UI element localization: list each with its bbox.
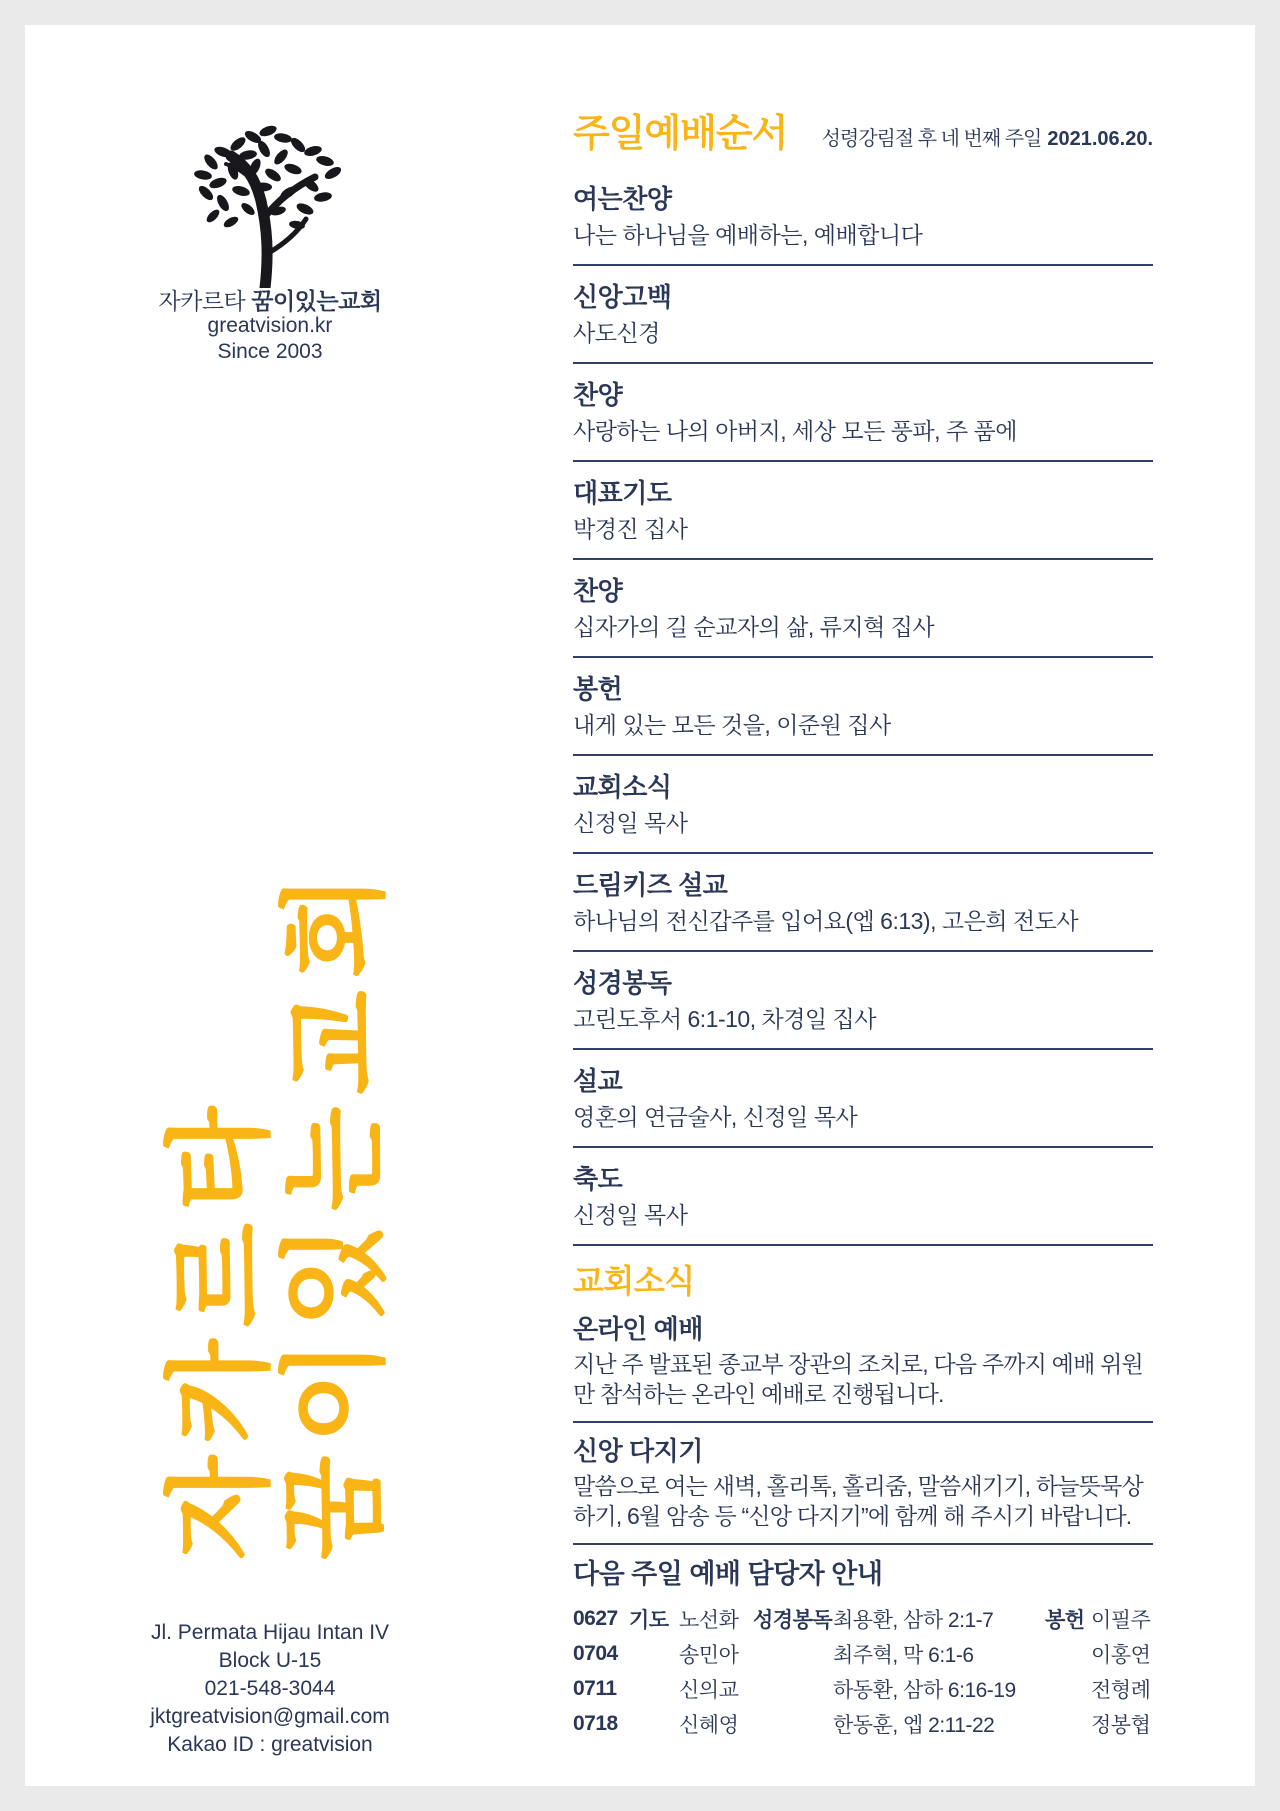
worship-order-column [573,110,1153,1741]
vertical-banner-line1: 자카르타 [159,1094,280,1560]
schedule-row [573,1706,1153,1741]
worship-item-title: 봉헌 [573,674,623,704]
contact-kakao-id: Kakao ID : greatvision [167,1733,373,1756]
news-item-title: 신앙 다지기 [573,1436,703,1466]
worship-item-desc: 나는 하나님을 예배하는, 예배합니다 [573,222,923,248]
worship-item-praise-1 [573,379,1153,462]
vertical-banner-line2: 꿈이있는교회 [274,862,395,1560]
worship-item-desc: 십자가의 길 순교자의 삶, 류지혁 집사 [573,614,935,640]
worship-item-title: 대표기도 [573,478,672,508]
reading-person: 최주혁, 막 6:1-6 [833,1643,974,1667]
worship-item-benediction [573,1163,1153,1246]
worship-item-sermon [573,1065,1153,1148]
worship-item-desc: 신정일 목사 [573,1202,688,1228]
worship-item-desc: 고린도후서 6:1-10, 차경일 집사 [573,1006,876,1032]
schedule-date: 0711 [573,1676,617,1700]
worship-item-title: 교회소식 [573,772,672,802]
schedule-row [573,1601,1153,1636]
worship-item-desc: 사랑하는 나의 아버지, 세상 모든 풍파, 주 품에 [573,418,1017,444]
worship-item-opening-praise [573,183,1153,266]
church-name-main: 꿈이있는교회 [251,288,382,314]
reading-person: 하동환, 삼하 6:16-19 [833,1678,1016,1702]
worship-order-subtitle [822,122,1153,158]
church-logo [193,123,343,288]
worship-order-title: 주일예배순서 [573,113,788,155]
contact-block [85,1619,455,1759]
worship-item-title: 신앙고백 [573,282,672,312]
worship-item-dreamkids-sermon [573,869,1153,952]
prayer-person: 신혜영 [679,1713,739,1737]
worship-item-desc: 신정일 목사 [573,810,688,836]
prayer-column-label: 기도 [629,1608,669,1632]
worship-item-confession [573,281,1153,364]
worship-item-desc: 영혼의 연금술사, 신정일 목사 [573,1104,858,1130]
schedule-row [573,1636,1153,1671]
worship-item-offering [573,673,1153,756]
prayer-person: 노선화 [679,1608,739,1632]
reading-person: 최용환, 삼하 2:1-7 [833,1608,994,1632]
worship-item-title: 찬양 [573,380,623,410]
contact-email: jktgreatvision@gmail.com [150,1705,390,1728]
offering-person: 전형례 [1091,1678,1151,1702]
offering-person: 이필주 [1091,1608,1151,1632]
schedule-date: 0704 [573,1641,618,1665]
worship-item-title: 찬양 [573,576,623,606]
offering-column-label: 봉헌 [1045,1608,1085,1632]
schedule-date: 0627 [573,1606,618,1630]
news-item-desc: 지난 주 발표된 종교부 장관의 조치로, 다음 주까지 예배 위원만 참석하는 온라인 예배로 진행됩니다. [573,1351,1143,1407]
offering-person: 이홍연 [1091,1643,1151,1667]
church-news-section-title: 교회소식 [573,1263,695,1299]
worship-item-title: 성경봉독 [573,968,672,998]
contact-address-line1: Jl. Permata Hijau Intan IV [150,1621,390,1644]
schedule-row [573,1671,1153,1706]
worship-item-scripture-reading [573,967,1153,1050]
church-website: greatvision.kr [207,314,333,337]
prayer-person: 신의교 [679,1678,739,1702]
church-name-city: 자카르타 [158,288,246,314]
worship-item-title: 설교 [573,1066,623,1096]
worship-date: 2021.06.20. [1047,128,1153,150]
reading-person: 한동훈, 엡 2:11-22 [833,1713,995,1737]
next-week-schedule-title: 다음 주일 예배 담당자 안내 [573,1559,883,1589]
church-since: Since 2003 [217,340,323,363]
worship-item-title: 드림키즈 설교 [573,870,728,900]
worship-item-representative-prayer [573,477,1153,560]
worship-item-title: 축도 [573,1164,623,1194]
liturgical-week-label: 성령강림절 후 네 번째 주일 [821,128,1042,150]
church-name [85,283,455,316]
news-item-desc: 말씀으로 여는 새벽, 홀리톡, 홀리줌, 말씀새기기, 하늘뜻묵상하기, 6월 암송 등 “신앙 다지기”에 함께 해 주시기 바랍니다. [573,1473,1143,1529]
contact-address-line2: Block U-15 [218,1649,322,1672]
worship-item-desc: 하나님의 전신갑주를 입어요(엡 6:13), 고은희 전도사 [573,908,1079,934]
worship-item-desc: 사도신경 [573,320,660,346]
worship-order-header [573,110,1153,158]
vertical-church-name-banner [159,862,395,1560]
worship-item-praise-2 [573,575,1153,658]
offering-person: 정봉협 [1091,1713,1151,1737]
news-item-title: 온라인 예배 [573,1314,703,1344]
tree-icon [193,123,343,288]
bulletin-page [25,25,1255,1786]
worship-item-title: 여는찬양 [573,184,672,214]
schedule-date: 0718 [573,1711,618,1735]
worship-item-desc: 내게 있는 모든 것을, 이준원 집사 [573,712,891,738]
worship-item-desc: 박경진 집사 [573,516,688,542]
reading-column-label: 성경봉독 [753,1608,833,1632]
news-item-faith-building [573,1435,1153,1545]
prayer-person: 송민아 [679,1643,739,1667]
contact-phone: 021-548-3044 [204,1677,336,1700]
worship-item-church-news [573,771,1153,854]
news-item-online-worship [573,1313,1153,1423]
